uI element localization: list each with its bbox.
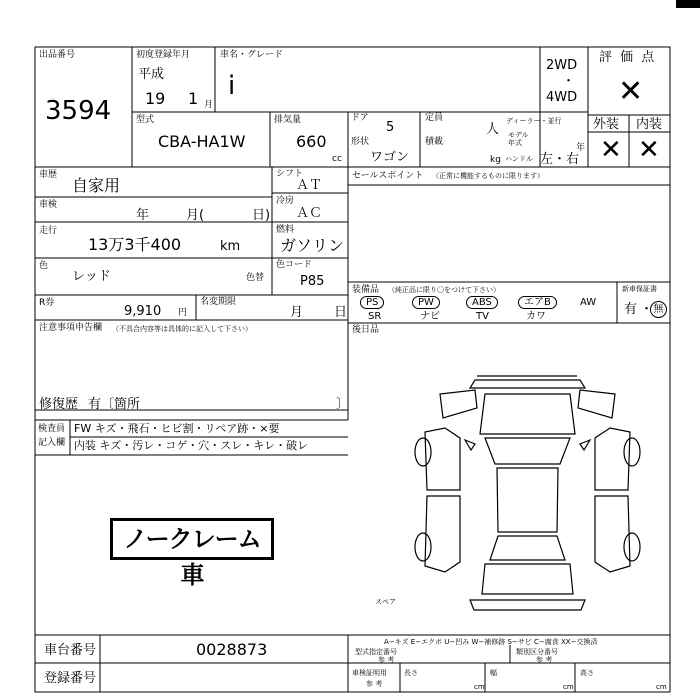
rating-mark: ✕ xyxy=(618,74,644,109)
model-label: 型式 xyxy=(136,115,155,125)
load-label: 積載 xyxy=(425,137,444,147)
equip-tv: TV xyxy=(476,311,489,322)
repair-value: 有〔 xyxy=(88,397,115,412)
car-name: i xyxy=(228,71,236,101)
name-change-day: 日 xyxy=(334,305,348,320)
equipment-note: （純正品に限り〇をつけて下さい） xyxy=(388,286,500,294)
equip-ps: PS xyxy=(360,296,384,309)
rating-label: 評 価 点 xyxy=(599,50,657,65)
checker-row-2: 内装 キズ・汚レ・コゲ・穴・スレ・キレ・破レ xyxy=(74,439,309,452)
exterior-mark: ✕ xyxy=(600,135,622,165)
inspection-label: 車検 xyxy=(39,200,58,210)
sales-point-label: セールスポイント xyxy=(352,171,424,181)
color-code-value: P85 xyxy=(300,274,325,289)
history-value: 自家用 xyxy=(72,176,121,195)
model-value: CBA-HA1W xyxy=(158,132,246,151)
class-no-label: 類別区分番号 xyxy=(516,648,558,656)
name-change-label: 名変期限 xyxy=(200,297,237,307)
shape-label: 形状 xyxy=(351,137,370,147)
name-change-month: 月 xyxy=(290,305,304,320)
cert-width-cm: cm xyxy=(563,683,574,691)
interior-mark: ✕ xyxy=(638,135,660,165)
recycle-unit: 円 xyxy=(178,308,188,318)
checker-row-1: FW キズ・飛石・ヒビ割・リペア跡・×要 xyxy=(74,422,280,435)
car-label: 車名・グレード xyxy=(220,50,284,60)
dealer-model-year: モデル 年式 xyxy=(508,131,529,147)
shift-value: ＡＴ xyxy=(296,178,323,193)
repair-place: 箇所 xyxy=(114,397,141,412)
warranty-dot: ・ xyxy=(640,302,654,317)
recycle-label: R券 xyxy=(39,298,55,308)
cert-height-cm: cm xyxy=(656,683,667,691)
shift-label: シフト xyxy=(276,169,304,179)
aircon-value: ＡＣ xyxy=(296,206,323,221)
spare-label: スペア xyxy=(375,598,396,606)
repair-label: 修復歴 xyxy=(39,397,79,412)
damage-legend: A−キズ E−エクボ U−凹み W−補修跡 S−サビ C−腐食 XX−交換済 xyxy=(384,638,598,646)
registration-label: 初度登録年月 xyxy=(136,50,191,60)
warranty-yes: 有 xyxy=(624,302,638,317)
displacement-unit: cc xyxy=(332,154,342,164)
capacity-label: 定員 xyxy=(425,113,444,123)
no-claim-stamp: ノークレーム車 xyxy=(110,518,274,560)
equip-abs: ABS xyxy=(466,296,498,309)
drive-2wd: 2WD xyxy=(546,58,578,73)
equip-pw: PW xyxy=(412,296,440,309)
handle-value: 左・右 xyxy=(540,152,580,167)
inspection-year-unit: 年 xyxy=(136,208,150,223)
capacity-unit: 人 xyxy=(486,122,500,137)
chassis-value: 0028873 xyxy=(196,640,268,659)
equipment-label: 装備品 xyxy=(352,285,380,295)
shape-value: ワゴン xyxy=(370,150,410,165)
registration-year: 19 xyxy=(145,89,166,108)
cert-length: 長さ xyxy=(404,669,418,677)
lot-label: 出品番号 xyxy=(39,50,76,60)
sales-point-note: （正常に機能するものに限ります） xyxy=(432,172,544,180)
type-no-label: 型式指定番号 xyxy=(355,648,397,656)
drive-4wd: 4WD xyxy=(546,90,578,105)
class-no-ref: 参 考 xyxy=(536,656,553,664)
equip-leather: カワ xyxy=(526,311,546,322)
equip-airbag: エアB xyxy=(518,296,557,309)
recycle-value: 9,910 xyxy=(124,304,162,319)
warranty-label: 新車保証書 xyxy=(622,285,657,293)
doors-value: 5 xyxy=(386,120,395,135)
inspection-month-unit: 月( xyxy=(186,208,205,223)
cert-ref: 参 考 xyxy=(366,680,383,688)
color-value: レッド xyxy=(72,269,111,284)
doors-label: ドア xyxy=(351,113,369,123)
fuel-value: ガソリン xyxy=(280,236,345,255)
history-label: 車歴 xyxy=(39,170,58,180)
registration-month-unit: 月 xyxy=(204,100,214,110)
equip-aw: AW xyxy=(580,297,597,308)
notes-label: 注意事項申告欄 xyxy=(39,323,103,333)
car-diagram xyxy=(405,372,650,622)
cert-height: 高さ xyxy=(580,669,594,677)
color-change-label: 色替 xyxy=(246,273,265,283)
drive-dot: ・ xyxy=(562,74,576,89)
aircon-label: 冷房 xyxy=(276,196,295,206)
fuel-label: 燃料 xyxy=(276,225,295,235)
registration-month: 1 xyxy=(188,89,199,108)
exterior-label: 外装 xyxy=(593,117,620,132)
chassis-label: 車台番号 xyxy=(44,643,97,658)
equip-sr: SR xyxy=(368,311,382,322)
displacement-label: 排気量 xyxy=(274,115,302,125)
checker-label-2: 記入欄 xyxy=(38,438,66,448)
rear-seat-label: 後日品 xyxy=(352,325,380,335)
mileage-unit: km xyxy=(220,239,241,254)
color-code-label: 色コード xyxy=(276,260,313,270)
handle-label: ハンドル xyxy=(505,155,533,163)
dealer-label: ディーラー・並行 xyxy=(506,117,562,125)
warranty-no: 無 xyxy=(650,301,667,318)
checker-label-1: 検査員 xyxy=(38,424,66,434)
registration-era: 平成 xyxy=(138,67,165,82)
mileage-label: 走行 xyxy=(39,226,58,236)
cert-label: 車検証明用 xyxy=(352,669,387,677)
interior-label: 内装 xyxy=(636,117,663,132)
dealer-year-unit: 年 xyxy=(576,143,586,153)
mileage-value: 13万3千400 xyxy=(88,235,182,254)
load-unit: kg xyxy=(490,155,501,165)
color-label: 色 xyxy=(39,261,49,271)
notes-sub: （不具合内容等は具体的に記入して下さい） xyxy=(112,325,252,333)
type-no-ref: 参 考 xyxy=(378,656,395,664)
equip-navi: ナビ xyxy=(420,311,440,322)
reg-no-label: 登録番号 xyxy=(44,671,97,686)
lot-number: 3594 xyxy=(45,96,112,126)
displacement-value: 660 xyxy=(296,132,327,151)
repair-close: 〕 xyxy=(336,397,350,412)
cert-width: 幅 xyxy=(490,669,497,677)
cert-length-cm: cm xyxy=(474,683,485,691)
inspection-day-unit: 日) xyxy=(252,208,271,223)
